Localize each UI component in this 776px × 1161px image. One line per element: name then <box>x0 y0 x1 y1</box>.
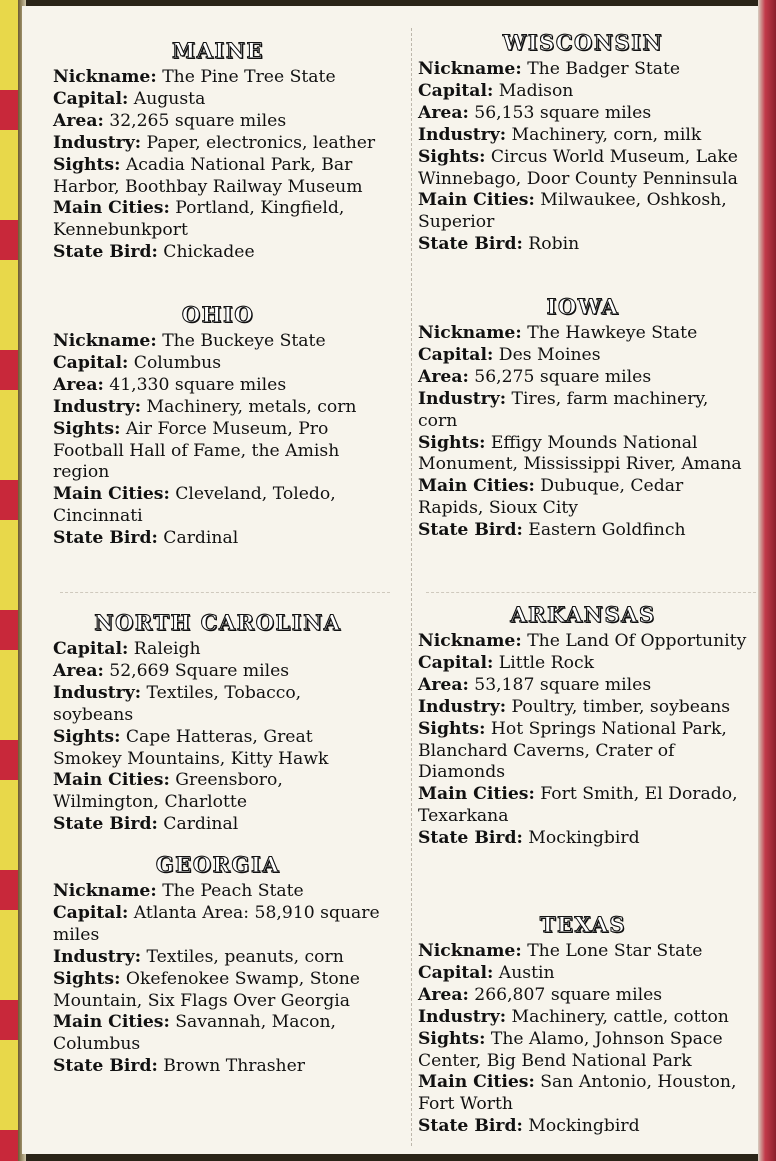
field-label: Area: <box>418 984 469 1005</box>
state-field <box>418 719 748 785</box>
state-field <box>53 397 383 419</box>
field-label: Capital: <box>53 88 129 109</box>
state-field <box>418 675 748 697</box>
state-field <box>53 727 383 771</box>
field-value: Hot Springs National Park, Blanchard Caverns, Crater of Diamonds <box>418 718 727 783</box>
field-value: Tires, farm machinery, corn <box>418 388 709 431</box>
field-label: Area: <box>418 366 469 387</box>
field-value: The Land Of Opportunity <box>527 631 747 651</box>
field-value: Raleigh <box>133 639 201 659</box>
field-label: Nickname: <box>53 67 157 87</box>
field-label: State Bird: <box>418 234 523 255</box>
field-value: Milwaukee, Oshkosh, Superior <box>418 190 727 233</box>
state-field <box>53 419 383 485</box>
state-field <box>53 198 383 242</box>
state-field <box>418 323 748 345</box>
field-label: Sights: <box>53 154 121 175</box>
state-field <box>53 881 383 903</box>
state-field <box>418 520 748 542</box>
field-label: Area: <box>418 674 469 695</box>
state-field <box>53 770 383 814</box>
field-label: Sights: <box>418 718 486 739</box>
field-label: Industry: <box>53 396 142 417</box>
field-label: State Bird: <box>53 1056 158 1077</box>
state-field <box>53 947 383 969</box>
field-value: Robin <box>528 234 580 255</box>
field-label: Sights: <box>418 146 486 167</box>
field-value: Machinery, corn, milk <box>511 124 702 145</box>
field-value: Savannah, Macon, Columbus <box>53 1012 336 1055</box>
state-name-heading: NORTH CAROLINA <box>94 610 342 635</box>
field-label: Nickname: <box>418 59 522 79</box>
state-name-heading: WISCONSIN <box>502 30 664 55</box>
field-value: Okefenokee Swamp, Stone Mountain, Six Flags Over Georgia <box>53 968 360 1011</box>
field-value: Austin <box>498 962 555 983</box>
state-field <box>53 133 383 155</box>
field-label: Sights: <box>418 432 486 453</box>
field-label: Industry: <box>418 1006 507 1027</box>
field-label: Main Cities: <box>418 1072 535 1093</box>
field-value: Fort Smith, El Dorado, Texarkana <box>418 784 738 827</box>
book-binding-strip <box>0 0 20 1161</box>
field-value: 41,330 square miles <box>109 374 287 395</box>
field-value: Columbus <box>133 352 222 373</box>
field-value: 56,153 square miles <box>474 102 652 123</box>
field-value: Eastern Goldfinch <box>528 520 686 541</box>
state-field <box>418 190 748 234</box>
field-value: Madison <box>498 80 574 101</box>
field-value: Textiles, Tobacco, soybeans <box>53 682 302 725</box>
field-label: Nickname: <box>53 881 157 901</box>
state-field <box>418 476 748 520</box>
field-value: Poultry, timber, soybeans <box>511 696 731 717</box>
state-name-heading: ARKANSAS <box>510 602 656 627</box>
field-label: State Bird: <box>418 1116 523 1137</box>
state-field <box>53 242 383 264</box>
state-field <box>418 234 748 256</box>
field-value: Des Moines <box>498 344 601 365</box>
state-field <box>418 1007 748 1029</box>
state-name-heading: MAINE <box>171 38 265 63</box>
state-field <box>418 367 748 389</box>
field-label: State Bird: <box>53 528 158 549</box>
state-field <box>53 67 383 89</box>
field-label: Sights: <box>53 418 121 439</box>
field-label: Main Cities: <box>53 198 170 219</box>
state-field <box>418 1029 748 1073</box>
field-value: Paper, electronics, leather <box>146 132 376 153</box>
field-label: Industry: <box>53 132 142 153</box>
state-card-wisconsin <box>418 30 748 256</box>
state-field <box>418 697 748 719</box>
field-value: The Hawkeye State <box>527 323 698 343</box>
field-label: Main Cities: <box>418 190 535 211</box>
field-value: Cardinal <box>163 528 239 549</box>
state-field <box>418 653 748 675</box>
state-field <box>418 985 748 1007</box>
state-field <box>418 389 748 433</box>
section-divider-right <box>426 592 756 593</box>
field-label: Industry: <box>418 388 507 409</box>
field-label: Industry: <box>53 682 142 703</box>
field-label: Nickname: <box>53 331 157 351</box>
field-label: State Bird: <box>418 828 523 849</box>
state-field <box>418 631 748 653</box>
field-value: San Antonio, Houston, Fort Worth <box>418 1072 737 1115</box>
field-label: Capital: <box>418 962 494 983</box>
field-label: State Bird: <box>53 814 158 835</box>
field-value: Cardinal <box>163 814 239 835</box>
field-value: The Lone Star State <box>527 941 703 961</box>
state-name-heading: GEORGIA <box>155 852 281 877</box>
state-field <box>53 528 383 550</box>
field-value: Greensboro, Wilmington, Charlotte <box>53 770 283 813</box>
state-card-ohio <box>53 302 383 550</box>
state-field <box>53 969 383 1013</box>
state-field <box>418 125 748 147</box>
field-label: Capital: <box>53 352 129 373</box>
field-value: Mockingbird <box>528 1116 640 1137</box>
state-card-texas <box>418 912 748 1138</box>
field-label: Capital: <box>418 80 494 101</box>
field-label: Area: <box>53 660 104 681</box>
field-label: Area: <box>53 374 104 395</box>
state-field <box>53 903 383 947</box>
state-field <box>418 147 748 191</box>
field-value: 52,669 Square miles <box>109 660 290 681</box>
field-label: Main Cities: <box>53 1012 170 1033</box>
field-value: The Alamo, Johnson Space Center, Big Bend National Park <box>418 1028 723 1071</box>
state-field <box>53 111 383 133</box>
field-label: Nickname: <box>418 631 522 651</box>
state-card-georgia <box>53 852 383 1078</box>
field-label: Capital: <box>418 652 494 673</box>
field-label: Area: <box>53 110 104 131</box>
state-field <box>418 1116 748 1138</box>
field-value: Little Rock <box>498 652 594 673</box>
field-label: Main Cities: <box>418 784 535 805</box>
state-field <box>53 1056 383 1078</box>
field-value: 56,275 square miles <box>474 366 652 387</box>
state-name-heading: IOWA <box>546 294 620 319</box>
field-value: Atlanta Area: 58,910 square miles <box>53 902 380 945</box>
state-field <box>53 155 383 199</box>
state-card-iowa <box>418 294 748 542</box>
field-value: Brown Thrasher <box>163 1056 306 1077</box>
state-card-arkansas <box>418 602 748 850</box>
state-field <box>418 941 748 963</box>
field-value: Dubuque, Cedar Rapids, Sioux City <box>418 476 684 519</box>
field-value: Cleveland, Toledo, Cincinnati <box>53 484 336 527</box>
field-value: Cape Hatteras, Great Smokey Mountains, Kitty Hawk <box>53 726 329 769</box>
field-label: Area: <box>418 102 469 123</box>
field-label: Main Cities: <box>53 484 170 505</box>
field-label: Sights: <box>53 968 121 989</box>
state-field <box>53 1012 383 1056</box>
state-field <box>53 375 383 397</box>
field-value: Machinery, cattle, cotton <box>511 1006 729 1027</box>
field-label: Sights: <box>418 1028 486 1049</box>
state-field <box>418 59 748 81</box>
book-page <box>22 6 758 1154</box>
state-field <box>418 784 748 828</box>
field-value: Circus World Museum, Lake Winnebago, Door County Penninsula <box>418 146 738 189</box>
state-name-heading: TEXAS <box>539 912 627 937</box>
field-value: The Badger State <box>527 59 681 79</box>
field-label: Industry: <box>418 696 507 717</box>
field-label: Industry: <box>418 124 507 145</box>
field-label: Industry: <box>53 946 142 967</box>
field-label: Main Cities: <box>53 770 170 791</box>
state-field <box>418 433 748 477</box>
field-label: State Bird: <box>53 242 158 263</box>
state-card-north-carolina <box>53 610 383 836</box>
field-label: Nickname: <box>418 941 522 961</box>
state-field <box>53 484 383 528</box>
section-divider-left <box>60 592 390 593</box>
field-label: State Bird: <box>418 520 523 541</box>
field-value: 53,187 square miles <box>474 674 652 695</box>
state-field <box>53 683 383 727</box>
state-field <box>53 639 383 661</box>
field-value: The Buckeye State <box>162 331 326 351</box>
state-field <box>418 828 748 850</box>
state-field <box>418 345 748 367</box>
field-label: Sights: <box>53 726 121 747</box>
field-value: Effigy Mounds National Monument, Mississippi River, Amana <box>418 432 742 475</box>
field-value: Chickadee <box>163 242 255 263</box>
field-value: 266,807 square miles <box>474 984 663 1005</box>
field-value: The Pine Tree State <box>162 67 336 87</box>
field-value: 32,265 square miles <box>109 110 287 131</box>
state-field <box>53 89 383 111</box>
state-field <box>53 331 383 353</box>
state-field <box>53 353 383 375</box>
state-field <box>418 963 748 985</box>
field-value: The Peach State <box>162 881 304 901</box>
state-name-heading: OHIO <box>181 302 255 327</box>
column-divider <box>411 28 412 1146</box>
page-edge-right <box>758 0 776 1161</box>
state-field <box>53 661 383 683</box>
field-value: Air Force Museum, Pro Football Hall of Fame, the Amish region <box>53 418 340 483</box>
state-field <box>418 103 748 125</box>
state-field <box>418 1072 748 1116</box>
field-label: Nickname: <box>418 323 522 343</box>
field-value: Machinery, metals, corn <box>146 396 357 417</box>
field-label: Capital: <box>53 639 129 659</box>
field-value: Portland, Kingfield, Kennebunkport <box>53 198 345 241</box>
field-label: Main Cities: <box>418 476 535 497</box>
field-value: Textiles, peanuts, corn <box>146 946 344 967</box>
field-value: Mockingbird <box>528 828 640 849</box>
field-value: Augusta <box>133 88 206 109</box>
state-field <box>418 81 748 103</box>
field-value: Acadia National Park, Bar Harbor, Boothbay Railway Museum <box>53 154 363 197</box>
state-card-maine <box>53 38 383 264</box>
field-label: Capital: <box>418 344 494 365</box>
state-field <box>53 814 383 836</box>
field-label: Capital: <box>53 902 129 923</box>
